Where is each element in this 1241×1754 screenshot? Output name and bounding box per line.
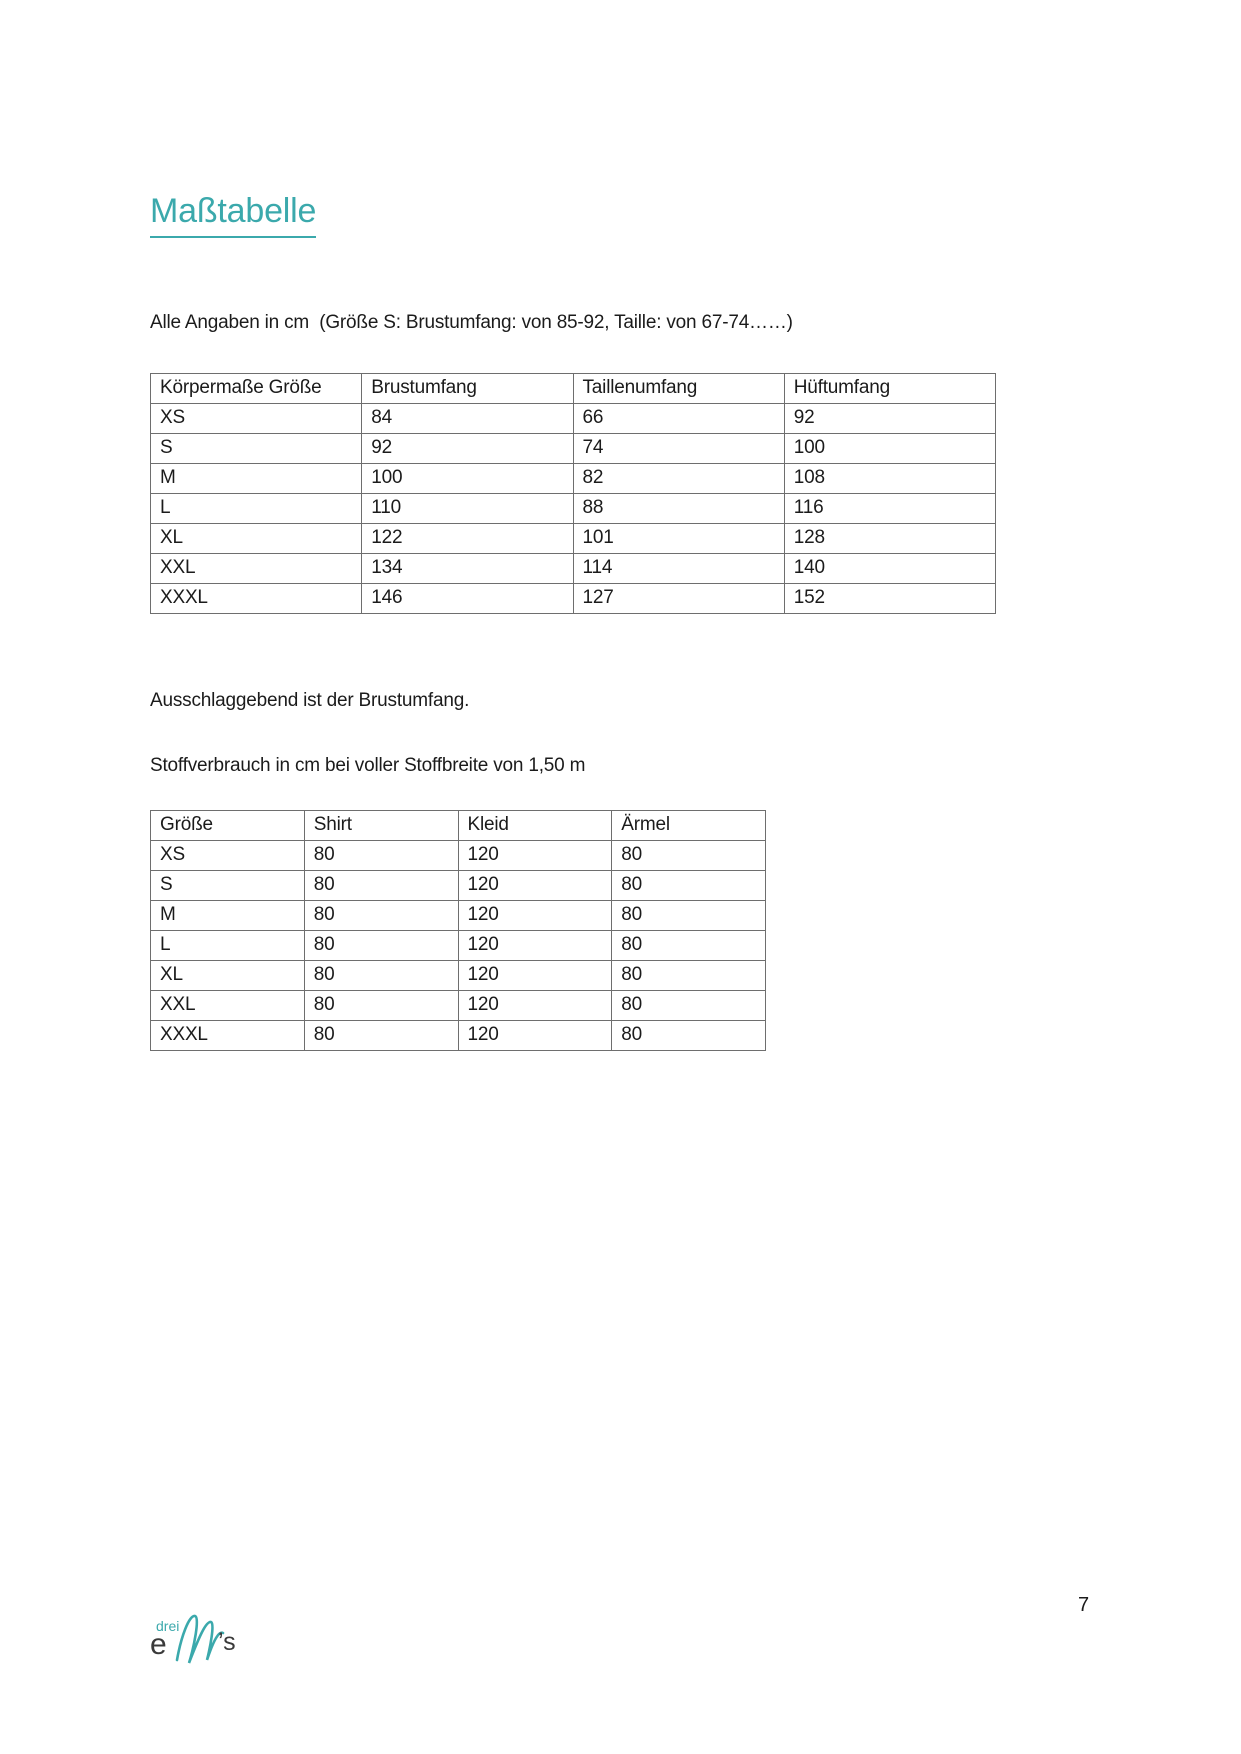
table-cell: 88 [573,494,784,524]
column-header: Ärmel [612,811,766,841]
page-number: 7 [1078,1594,1090,1616]
table-cell: XXL [151,991,305,1021]
table-cell: 80 [612,871,766,901]
table-cell: M [151,464,362,494]
table-cell: 74 [573,434,784,464]
table-cell: 101 [573,524,784,554]
table-cell: XL [151,961,305,991]
table-cell: 80 [304,871,458,901]
table-cell: 92 [784,404,995,434]
column-header: Shirt [304,811,458,841]
table-cell: 134 [362,554,573,584]
table-cell: 120 [458,871,612,901]
table-cell: 82 [573,464,784,494]
table-cell: M [151,901,305,931]
table-cell: 80 [612,991,766,1021]
page-title: Maßtabelle [150,192,316,238]
fabric-usage-table [150,810,766,1051]
table-row [151,961,766,991]
table-cell: 140 [784,554,995,584]
table-cell: 120 [458,961,612,991]
table-cell: 114 [573,554,784,584]
table-cell: 80 [612,931,766,961]
table-cell: XS [151,841,305,871]
table-header-row [151,811,766,841]
logo-text-drei: drei [156,1618,180,1634]
table-cell: 122 [362,524,573,554]
table-cell: XXXL [151,1021,305,1051]
brand-logo [148,1606,258,1668]
table-cell: XXL [151,554,362,584]
table-cell: 80 [304,991,458,1021]
table-row [151,464,996,494]
table-row [151,871,766,901]
table-row [151,901,766,931]
table-row [151,554,996,584]
table-row [151,524,996,554]
table-cell: 66 [573,404,784,434]
table-cell: 80 [304,961,458,991]
table-cell: 80 [304,901,458,931]
logo-text-e: e [150,1628,167,1661]
table-cell: 120 [458,931,612,961]
table-cell: 146 [362,584,573,614]
table-cell: L [151,931,305,961]
table-cell: 120 [458,991,612,1021]
table-row [151,584,996,614]
table-cell: XL [151,524,362,554]
table-cell: 120 [458,901,612,931]
table-cell: 80 [304,931,458,961]
note-stoffverbrauch: Stoffverbrauch in cm bei voller Stoffbreite von 1,50 m [150,755,586,776]
note-brustumfang: Ausschlaggebend ist der Brustumfang. [150,690,470,711]
table-cell: XS [151,404,362,434]
table-cell: 80 [612,901,766,931]
table-row [151,1021,766,1051]
column-header: Körpermaße Größe [151,374,362,404]
table-cell: XXXL [151,584,362,614]
table-cell: 80 [612,1021,766,1051]
table-cell: 100 [362,464,573,494]
intro-text: Alle Angaben in cm (Größe S: Brustumfang: von 85-92, Taille: von 67-74……) [150,312,793,333]
table-cell: 110 [362,494,573,524]
table-cell: 120 [458,1021,612,1051]
table-cell: 80 [304,841,458,871]
table-cell: 108 [784,464,995,494]
table-row [151,404,996,434]
table-row [151,991,766,1021]
column-header: Brustumfang [362,374,573,404]
table-cell: 128 [784,524,995,554]
column-header: Kleid [458,811,612,841]
table-cell: 100 [784,434,995,464]
table-cell: 84 [362,404,573,434]
table-row [151,434,996,464]
table-cell: 127 [573,584,784,614]
table-cell: 80 [612,961,766,991]
table-cell: 116 [784,494,995,524]
table-cell: 92 [362,434,573,464]
table-header-row [151,374,996,404]
table-cell: S [151,871,305,901]
table-row [151,931,766,961]
table-cell: 152 [784,584,995,614]
table-cell: 120 [458,841,612,871]
table-row [151,841,766,871]
table-row [151,494,996,524]
column-header: Taillenumfang [573,374,784,404]
body-measurements-table [150,373,996,614]
table-cell: L [151,494,362,524]
logo-text-s: ’s [218,1628,236,1656]
column-header: Hüftumfang [784,374,995,404]
table-cell: 80 [304,1021,458,1051]
table-cell: 80 [612,841,766,871]
table-cell: S [151,434,362,464]
column-header: Größe [151,811,305,841]
